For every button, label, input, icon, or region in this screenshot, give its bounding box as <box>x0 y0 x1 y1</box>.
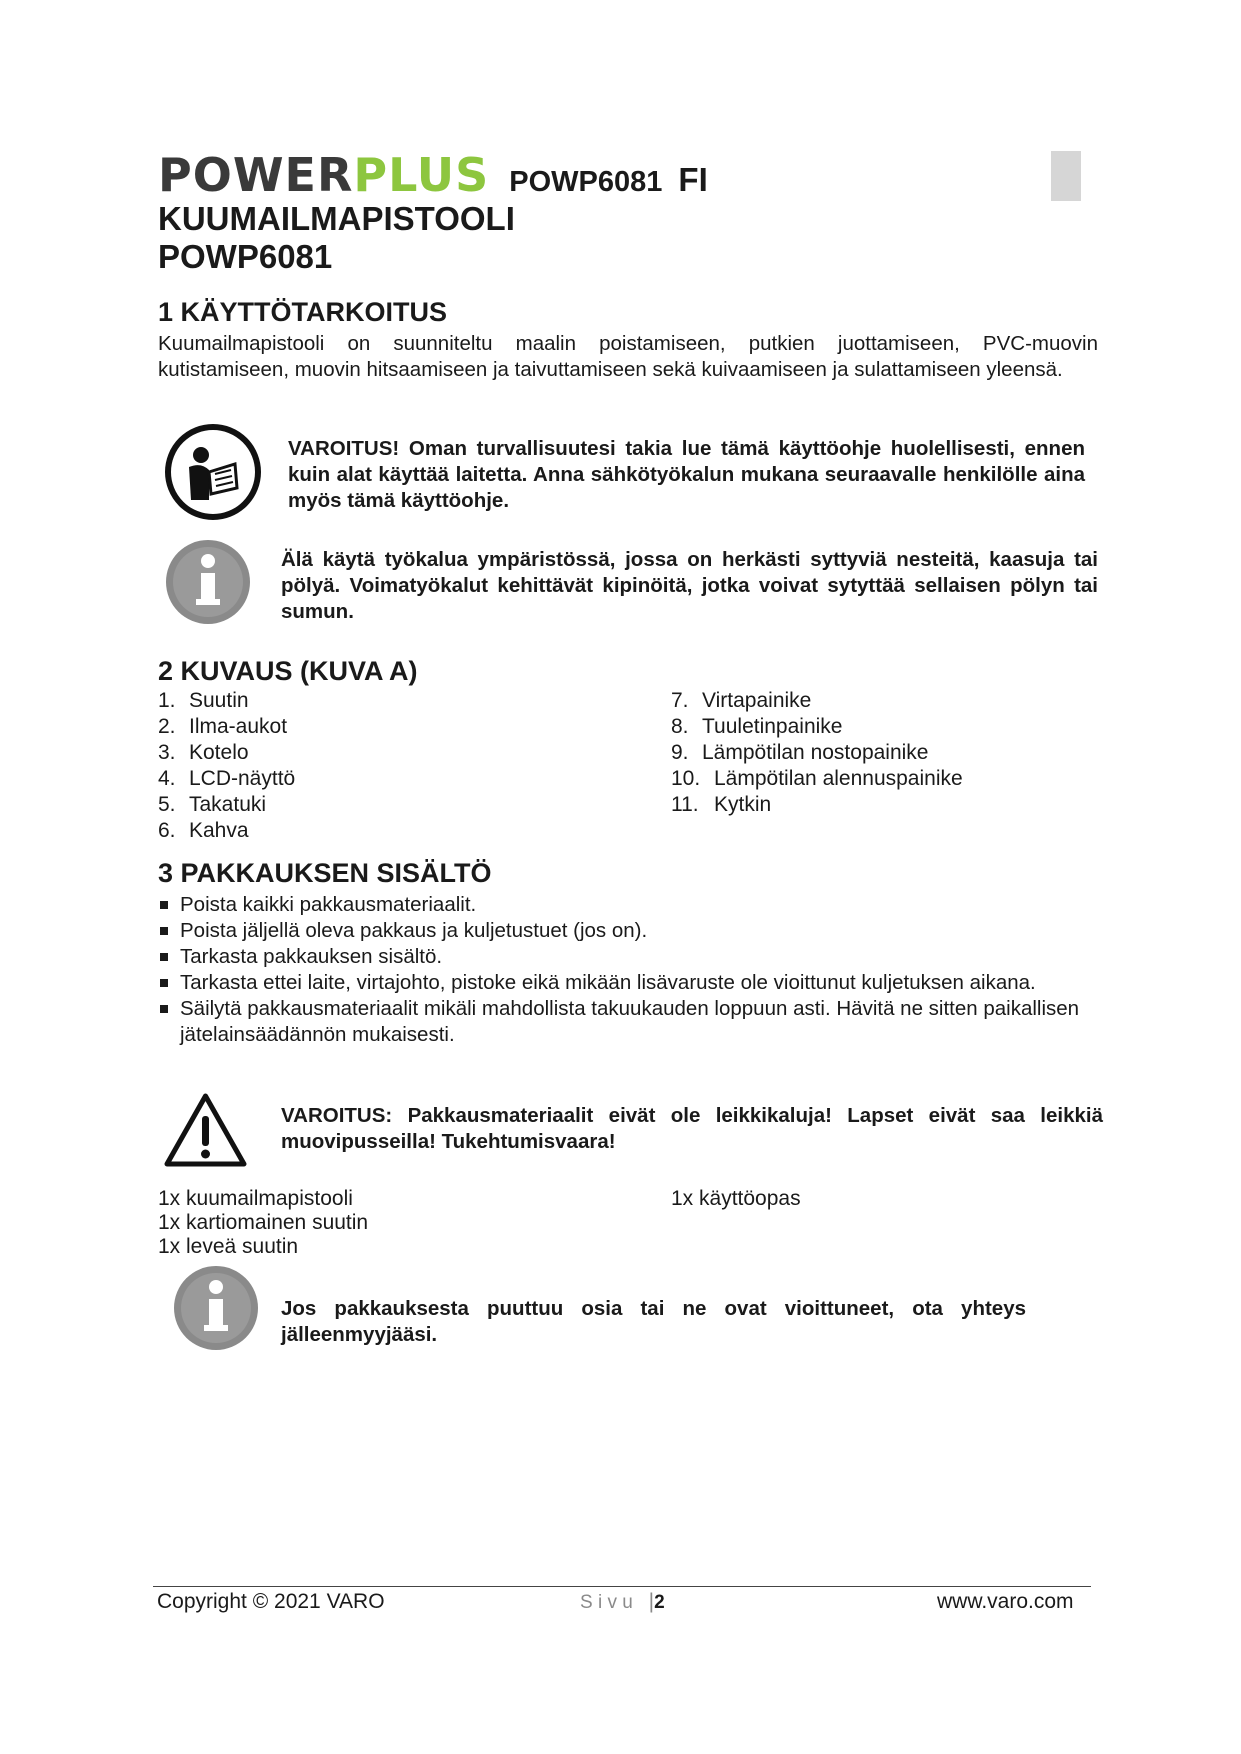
bullet-square-icon <box>160 927 168 935</box>
bullet-item <box>158 996 1098 1048</box>
document-title: KUUMAILMAPISTOOLI POWP6081 <box>158 200 515 275</box>
parts-list-number: 8. <box>671 715 689 738</box>
bullet-square-icon <box>160 953 168 961</box>
parts-list-label: Kahva <box>189 819 249 842</box>
footer-page-number: 2 <box>654 1592 665 1613</box>
read-manual-icon <box>163 422 263 522</box>
parts-list-label: Takatuki <box>189 793 267 816</box>
bullet-text: Poista jäljellä oleva pakkaus ja kuljetustuet (jos on). <box>180 919 648 942</box>
bullet-item <box>158 918 1098 944</box>
parts-list-label: Kytkin <box>714 793 772 816</box>
parts-list-number: 2. <box>158 715 176 738</box>
warning-read-manual: VAROITUS! Oman turvallisuutesi takia lue tämä käyttöohje huolellisesti, ennen kuin alat käyttää laitetta. Anna sähkötyökalun mukana seuraavalle henkilölle aina myös tämä käyttöohje. <box>288 437 1085 512</box>
package-content-item: 1x leveä suutin <box>158 1235 299 1258</box>
parts-list-label: Virtapainike <box>702 689 812 712</box>
package-content-item: 1x käyttöopas <box>671 1187 801 1210</box>
section-heading-purpose: 1 KÄYTTÖTARKOITUS <box>158 297 447 327</box>
parts-list-number: 11. <box>671 793 699 816</box>
footer-website: www.varo.com <box>937 1590 1074 1613</box>
bullet-text: Säilytä pakkausmateriaalit mikäli mahdollista takuukauden loppuun asti. Hävitä ne sitten paikallisen jätelainsäädännön mukaisesti. <box>180 997 1080 1046</box>
footer-page-label: S i v u <box>580 1592 633 1613</box>
info-icon <box>171 1263 261 1353</box>
logo-wordmark: POWERPLUS <box>158 148 490 202</box>
contents-list-right <box>671 1185 801 1212</box>
parts-list-label: Tuuletinpainike <box>702 715 843 738</box>
parts-list-number: 7. <box>671 689 689 712</box>
header-model: POWP6081 <box>509 166 663 198</box>
parts-list-item <box>671 792 963 818</box>
bullet-text: Tarkasta pakkauksen sisältö. <box>180 945 443 968</box>
bullet-item <box>158 892 1098 918</box>
parts-list-label: LCD-näyttö <box>189 767 296 790</box>
bullet-text: Tarkasta ettei laite, virtajohto, pistoke eikä mikään lisävaruste ole vioittunut kuljetuksen aikana. <box>180 971 1036 994</box>
parts-list-number: 1. <box>158 689 176 712</box>
page-tab-marker <box>1051 151 1081 201</box>
parts-list-right <box>671 688 963 818</box>
parts-list-item <box>671 714 963 740</box>
bullet-square-icon <box>160 1005 168 1013</box>
parts-list-number: 5. <box>158 793 176 816</box>
parts-list-number: 10. <box>671 767 701 790</box>
parts-list-item <box>671 740 963 766</box>
parts-list-label: Suutin <box>189 689 249 712</box>
info-icon <box>163 537 253 627</box>
unpacking-steps <box>158 892 1098 1048</box>
brand-logo <box>158 150 708 200</box>
parts-list-label: Lämpötilan nostopainike <box>702 741 929 764</box>
parts-list-number: 4. <box>158 767 176 790</box>
parts-list-number: 3. <box>158 741 176 764</box>
bullet-square-icon <box>160 979 168 987</box>
parts-list-left <box>158 688 295 844</box>
footer-page <box>580 1590 665 1614</box>
parts-list-label: Kotelo <box>189 741 249 764</box>
parts-list-number: 6. <box>158 819 176 842</box>
purpose-text: Kuumailmapistooli on suunniteltu maalin poistamiseen, putkien juottamiseen, PVC-muovin kutistamiseen, muovin hitsaamiseen ja taivuttamiseen sekä kuivaamiseen ja sulattamiseen yleensä. <box>158 332 1098 381</box>
info-missing-parts: Jos pakkauksesta puuttuu osia tai ne ovat vioittuneet, ota yhteys jälleenmyyjääsi. <box>281 1297 1026 1346</box>
footer-divider <box>153 1586 1091 1587</box>
section-heading-description: 2 KUVAUS (KUVA A) <box>158 656 418 686</box>
parts-list-item <box>158 688 295 714</box>
parts-list-item <box>158 714 295 740</box>
parts-list-label: Lämpötilan alennuspainike <box>714 767 963 790</box>
footer-separator: | <box>648 1590 655 1613</box>
language-code: FI <box>678 161 708 198</box>
parts-list-item <box>158 740 295 766</box>
bullet-item <box>158 970 1098 996</box>
parts-list-item <box>671 766 963 792</box>
contents-list-left <box>158 1185 368 1260</box>
parts-list-label: Ilma-aukot <box>189 715 288 738</box>
package-content-item: 1x kartiomainen suutin <box>158 1211 369 1234</box>
info-flammable: Älä käytä työkalua ympäristössä, jossa on herkästi syttyviä nesteitä, kaasuja tai pölyä. Voimatyökalut kehittävät kipinöitä, jotka voivat sytyttää sellaisen pölyn tai sumun. <box>281 548 1098 623</box>
section-heading-contents: 3 PAKKAUKSEN SISÄLTÖ <box>158 858 492 888</box>
bullet-item <box>158 944 1098 970</box>
warning-packaging: VAROITUS: Pakkausmateriaalit eivät ole leikkikaluja! Lapset eivät saa leikkiä muovipusseilla! Tukehtumisvaara! <box>281 1104 1103 1153</box>
parts-list-item <box>158 792 295 818</box>
warning-triangle-icon <box>163 1092 248 1168</box>
parts-list-item <box>158 766 295 792</box>
bullet-text: Poista kaikki pakkausmateriaalit. <box>180 893 477 916</box>
footer-copyright: Copyright © 2021 VARO <box>157 1590 385 1613</box>
parts-list-item <box>158 818 295 844</box>
bullet-square-icon <box>160 901 168 909</box>
parts-list-number: 9. <box>671 741 689 764</box>
parts-list-item <box>671 688 963 714</box>
package-content-item: 1x kuumailmapistooli <box>158 1187 353 1210</box>
